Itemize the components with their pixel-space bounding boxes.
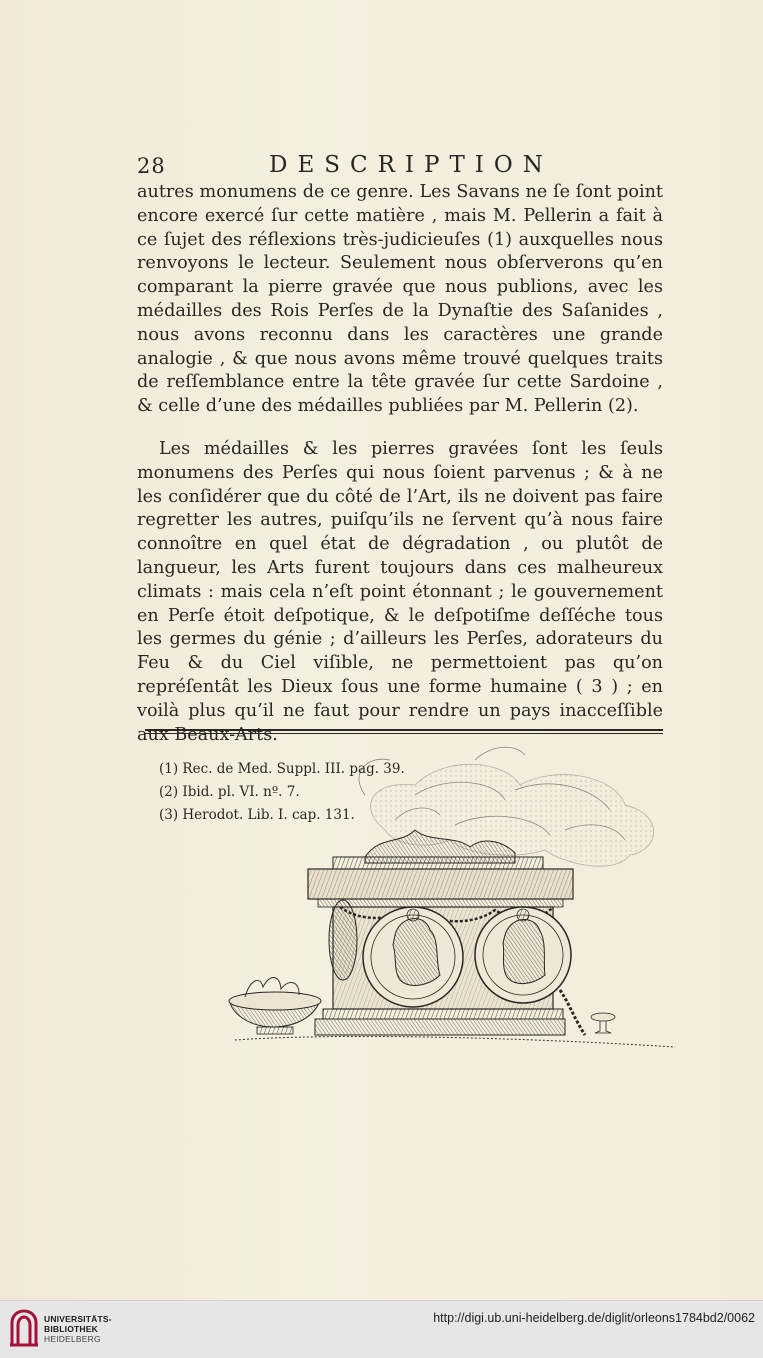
footnote-2: (2) Ibid. pl. VI. nº. 7. <box>159 784 300 800</box>
viewer-footer-bar <box>0 1300 763 1358</box>
paragraph-1 <box>137 181 663 419</box>
footnote-1: (1) Rec. de Med. Suppl. III. pag. 39. <box>159 761 405 777</box>
page-header <box>137 150 663 182</box>
footnote-3: (3) Herodot. Lib. I. cap. 131. <box>159 807 355 823</box>
paragraph-text: autres monumens de ce genre. Les Savans ne ſe ſont point encore exercé ſur cette matière , mais M. Pellerin a fait à ce ſujet des réflexions très-judicieuſes (1) auxquelles nous renvoyons le lecteur. Seulement nous obſerverons qu’en comparant la pierre gravée que nous publions, avec les médailles des Rois Perſes de la Dynaſtie des Saſanides , nous avons reconnu dans les caractères une grande analogie , & que nous avons même trouvé quelques traits de reſſemblance entre la tête gravée ſur cette Sardoine , & celle d’une des médailles publiées par M. Pellerin (2). <box>137 182 663 417</box>
library-name: UNIVERSITÄTS- BIBLIOTHEK HEIDELBERG <box>44 1314 112 1344</box>
permalink-url[interactable]: http://digi.ub.uni-heidelberg.de/diglit/orleons1784bd2/0062 <box>433 1311 755 1325</box>
footnotes <box>159 758 405 827</box>
library-logo-icon[interactable] <box>8 1309 40 1349</box>
paragraph-2 <box>137 438 663 747</box>
footnote-divider-rule <box>145 729 663 731</box>
running-title: DESCRIPTION <box>269 152 553 178</box>
paragraph-text: Les médailles & les pierres gravées ſont les ſeuls monumens des Perſes qui nous ſoient parvenus ; & à ne les conſidérer que du côté de l’Art, ils ne doivent pas faire regretter les autres, puiſqu’ils ne ſervent qu’à nous faire connoître en quel état de dégradation , ou plutôt de langueur, les Arts furent toujours dans ces malheureux climats : mais cela n’eſt point étonnant ; le gouvernement en Perſe étoit deſpotique, & le deſpotiſme deſſéche tous les germes du génie ; d’ailleurs les Perſes, adorateurs du Feu & du Ciel viſible, ne permettoient pas qu’on repréſentât les Dieux ſous une forme humaine ( 3 ) ; en voilà plus qu’il ne faut pour rendre un pays inacceſſible aux Beaux-Arts. <box>137 439 663 745</box>
page-number: 28 <box>137 154 166 178</box>
